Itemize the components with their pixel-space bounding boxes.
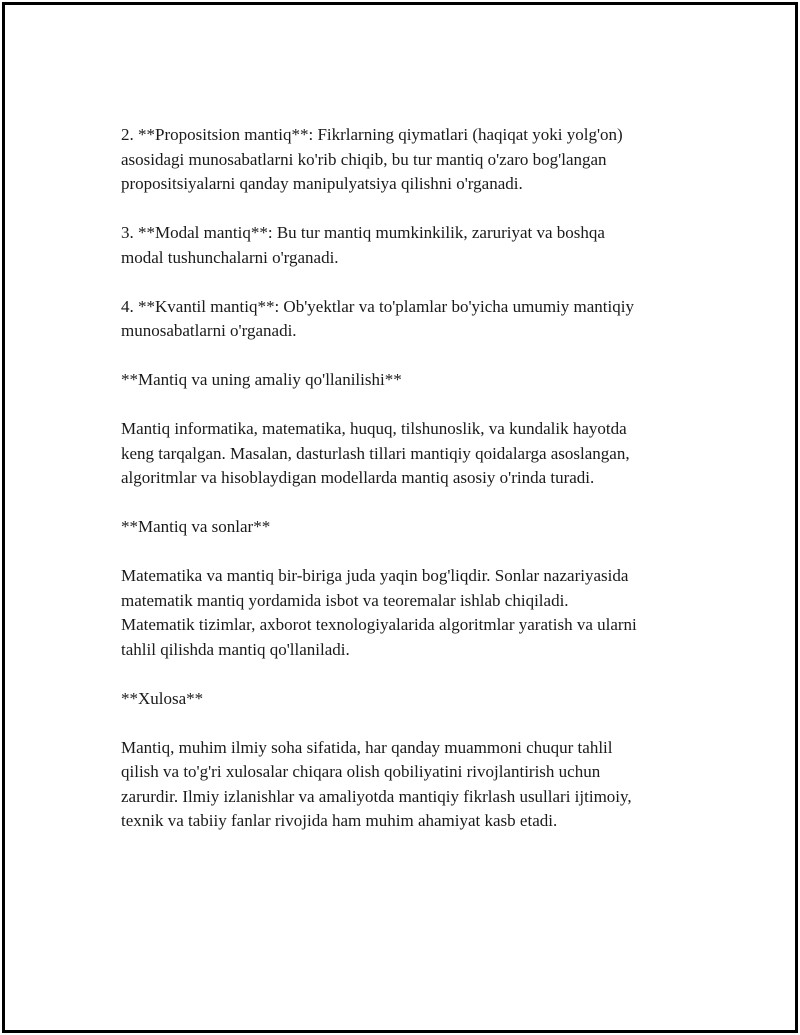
text-line: matematik mantiq yordamida isbot va teoremalar ishlab chiqiladi. [121, 590, 569, 610]
text-line: munosabatlarni o'rganadi. [121, 321, 297, 340]
text-line: tahlil qilishda mantiq qo'llaniladi. [121, 639, 350, 659]
text-line: modal tushunchalarni o'rganadi. [121, 247, 339, 267]
text-line: algoritmlar va hisoblaydigan modellarda mantiq asosiy o'rinda turadi. [121, 468, 595, 487]
list-item-modal-logic [121, 221, 701, 270]
page-frame [2, 2, 798, 1033]
paragraph-applications [121, 417, 701, 491]
paragraph-numbers [121, 564, 701, 662]
text-line: Matematik tizimlar, axborot texnologiyalarida algoritmlar yaratish va ularni [121, 615, 637, 634]
text-line: zarurdir. Ilmiy izlanishlar va amaliyotda mantiqiy fikrlash usullari ijtimoiy, [121, 786, 632, 806]
document-body [121, 123, 701, 858]
section-heading-numbers [121, 515, 701, 540]
text-line: keng tarqalgan. Masalan, dasturlash tillari mantiqiy qoidalarga asoslangan, [121, 443, 630, 463]
text-line: qilish va to'g'ri xulosalar chiqara olish qobiliyatini rivojlantirish uchun [121, 762, 601, 781]
text-line: propositsiyalarni qanday manipulyatsiya qilishni o'rganadi. [121, 174, 523, 193]
heading-text: **Mantiq va uning amaliy qo'llanilishi** [121, 370, 402, 389]
section-heading-applications [121, 368, 701, 393]
list-item-quantifier-logic [121, 295, 701, 344]
heading-text: **Xulosa** [121, 688, 204, 708]
list-item-propositional-logic [121, 123, 701, 197]
text-line: 4. **Kvantil mantiq**: Ob'yektlar va to'plamlar bo'yicha umumiy mantiqiy [121, 296, 634, 316]
text-line: 3. **Modal mantiq**: Bu tur mantiq mumkinkilik, zaruriyat va boshqa [121, 223, 605, 242]
text-line: 2. **Propositsion mantiq**: Fikrlarning qiymatlari (haqiqat yoki yolg'on) [121, 125, 623, 144]
text-line: Mantiq, muhim ilmiy soha sifatida, har qanday muammoni chuqur tahlil [121, 737, 613, 757]
text-line: Matematika va mantiq bir-biriga juda yaqin bog'liqdir. Sonlar nazariyasida [121, 566, 629, 585]
text-line: Mantiq informatika, matematika, huquq, tilshunoslik, va kundalik hayotda [121, 419, 627, 438]
paragraph-conclusion [121, 736, 701, 834]
text-line: texnik va tabiiy fanlar rivojida ham muhim ahamiyat kasb etadi. [121, 811, 558, 830]
section-heading-conclusion [121, 687, 701, 712]
text-line: asosidagi munosabatlarni ko'rib chiqib, bu tur mantiq o'zaro bog'langan [121, 149, 607, 169]
heading-text: **Mantiq va sonlar** [121, 517, 271, 536]
